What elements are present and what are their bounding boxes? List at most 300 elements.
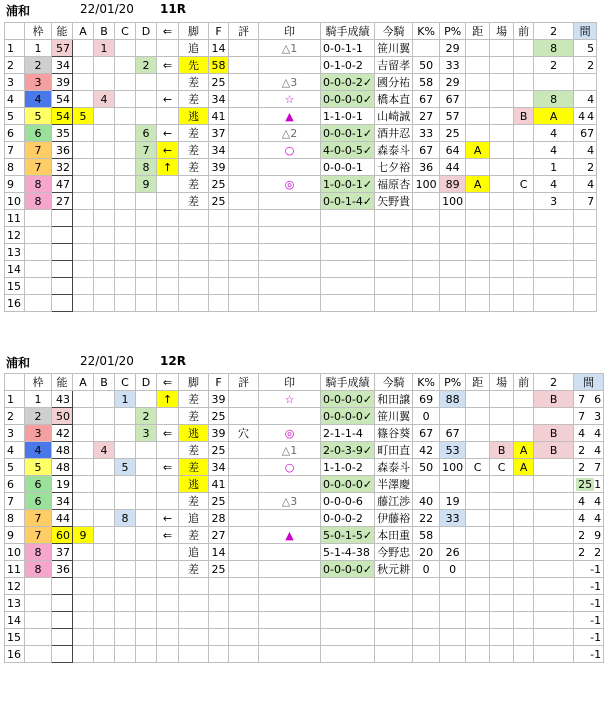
ni-cell [534, 408, 574, 425]
empty-cell [375, 210, 413, 227]
ma-cell [574, 476, 604, 493]
c-cell [115, 91, 136, 108]
kp-cell [413, 40, 440, 57]
kyaku-cell: 差 [179, 193, 209, 210]
ni-cell: B [534, 442, 574, 459]
hyo-cell [229, 91, 259, 108]
row-number: 12 [5, 227, 25, 244]
table-row [5, 527, 604, 544]
ni-cell: 4 [534, 125, 574, 142]
empty-cell [413, 595, 440, 612]
empty-cell [209, 629, 229, 646]
row-number: 4 [5, 91, 25, 108]
empty-cell [375, 612, 413, 629]
b-cell: 4 [94, 442, 115, 459]
d-cell [136, 527, 157, 544]
kyo-cell [466, 442, 490, 459]
empty-cell [413, 261, 440, 278]
kp-cell: 20 [413, 544, 440, 561]
mae-cell: A [514, 459, 534, 476]
hyo-cell [229, 142, 259, 159]
header-cell: A [73, 23, 94, 40]
empty-cell [321, 227, 375, 244]
pp-cell: 100 [440, 459, 466, 476]
header-cell: ⇐ [157, 374, 179, 391]
empty-cell [94, 210, 115, 227]
empty-cell [94, 244, 115, 261]
table-row [5, 578, 604, 595]
kyaku-cell: 先 [179, 57, 209, 74]
ma-value: 67 [580, 126, 595, 140]
kisyu-cell: 森泰斗 [375, 459, 413, 476]
empty-cell [413, 244, 440, 261]
kyaku-cell: 逃 [179, 425, 209, 442]
pp-cell: 100 [440, 193, 466, 210]
empty-cell [375, 646, 413, 663]
waku-cell: 8 [25, 544, 52, 561]
empty-cell: -1 [574, 578, 604, 595]
mark-cell: △1 [259, 40, 321, 57]
empty-cell [534, 261, 574, 278]
a-cell [73, 142, 94, 159]
kisyu-cell: 國分祐 [375, 74, 413, 91]
f-cell: 34 [209, 142, 229, 159]
ma-cell [574, 493, 604, 510]
ni-cell [534, 510, 574, 527]
kyo-cell [466, 74, 490, 91]
empty-cell [259, 612, 321, 629]
row-number: 6 [5, 476, 25, 493]
header-cell: 能 [52, 23, 73, 40]
empty-cell [321, 278, 375, 295]
table-row [5, 142, 597, 159]
mae-cell [514, 408, 534, 425]
empty-cell [179, 261, 209, 278]
d-cell: 6 [136, 125, 157, 142]
ma-pre: 4 [578, 511, 586, 525]
empty-cell [157, 210, 179, 227]
header-cell: 評 [229, 23, 259, 40]
ma-pre: 2 [578, 460, 586, 474]
seiseki-cell: 0-0-1-4✓ [321, 193, 375, 210]
ni-cell: 4 [534, 176, 574, 193]
empty-cell [440, 578, 466, 595]
header-cell: 能 [52, 374, 73, 391]
row-number: 3 [5, 425, 25, 442]
f-cell: 41 [209, 108, 229, 125]
empty-cell [73, 261, 94, 278]
empty-cell [25, 278, 52, 295]
b-cell [94, 510, 115, 527]
ba-cell [490, 40, 514, 57]
ma-value: 3 [594, 409, 602, 423]
table-row [5, 210, 597, 227]
ba-cell [490, 125, 514, 142]
nou-cell: 54 [52, 91, 73, 108]
kyaku-cell: 差 [179, 125, 209, 142]
empty-cell [73, 210, 94, 227]
kyo-cell [466, 57, 490, 74]
row-number: 11 [5, 210, 25, 227]
kyaku-cell: 差 [179, 142, 209, 159]
kp-cell: 40 [413, 493, 440, 510]
d-cell: 7 [136, 142, 157, 159]
d-cell [136, 459, 157, 476]
c-cell [115, 40, 136, 57]
ba-cell [490, 142, 514, 159]
d-cell: 2 [136, 408, 157, 425]
empty-cell [25, 595, 52, 612]
empty-cell [136, 210, 157, 227]
ni-cell: 8 [534, 40, 574, 57]
empty-cell [466, 244, 490, 261]
waku-cell: 2 [25, 57, 52, 74]
empty-cell [440, 612, 466, 629]
empty-cell [157, 578, 179, 595]
f-cell: 39 [209, 425, 229, 442]
b-cell [94, 476, 115, 493]
kisyu-cell: 笹川翼 [375, 408, 413, 425]
header-cell: B [94, 23, 115, 40]
ba-cell: B [490, 442, 514, 459]
arrow-cell [157, 408, 179, 425]
kyaku-cell: 差 [179, 442, 209, 459]
ma-value: 2 [587, 160, 595, 174]
empty-cell [94, 629, 115, 646]
empty-cell [157, 612, 179, 629]
row-number: 10 [5, 544, 25, 561]
mark-cell: ◎ [259, 176, 321, 193]
kyo-cell [466, 91, 490, 108]
nou-cell: 44 [52, 510, 73, 527]
table-row [5, 493, 604, 510]
waku-cell: 8 [25, 193, 52, 210]
empty-cell [321, 612, 375, 629]
kyaku-cell: 差 [179, 176, 209, 193]
d-cell [136, 544, 157, 561]
empty-cell [157, 244, 179, 261]
ma-pre: 2 [578, 528, 586, 542]
c-cell [115, 408, 136, 425]
empty-cell [229, 227, 259, 244]
kisyu-cell: 福原杏 [375, 176, 413, 193]
empty-cell [375, 227, 413, 244]
waku-cell: 7 [25, 510, 52, 527]
c-cell [115, 193, 136, 210]
header-cell: 2 [534, 23, 574, 40]
header-cell: 前 [514, 23, 534, 40]
kyo-cell [466, 40, 490, 57]
empty-cell [413, 210, 440, 227]
race-race: 11R [160, 2, 186, 16]
f-cell: 37 [209, 125, 229, 142]
ma-pre: 25 [578, 477, 593, 491]
empty-cell [115, 295, 136, 312]
arrow-cell [157, 442, 179, 459]
pp-cell: 44 [440, 159, 466, 176]
row-number: 14 [5, 612, 25, 629]
b-cell [94, 176, 115, 193]
b-cell [94, 74, 115, 91]
mae-cell [514, 425, 534, 442]
empty-cell [94, 261, 115, 278]
empty-cell [115, 210, 136, 227]
seiseki-cell: 0-0-0-0✓ [321, 408, 375, 425]
race-venue: 浦和 [6, 4, 31, 18]
empty-cell [574, 244, 597, 261]
ba-cell [490, 408, 514, 425]
empty-cell [179, 578, 209, 595]
empty-cell [490, 210, 514, 227]
arrow-cell: ⇐ [157, 425, 179, 442]
mark-cell: △1 [259, 442, 321, 459]
waku-cell: 3 [25, 74, 52, 91]
nou-cell: 50 [52, 408, 73, 425]
table-row [5, 595, 604, 612]
f-cell: 25 [209, 408, 229, 425]
seiseki-cell: 0-0-0-2✓ [321, 74, 375, 91]
empty-cell [321, 210, 375, 227]
d-cell [136, 40, 157, 57]
ma-value: 7 [594, 460, 602, 474]
ba-cell [490, 74, 514, 91]
b-cell [94, 527, 115, 544]
a-cell [73, 159, 94, 176]
c-cell [115, 125, 136, 142]
empty-cell [73, 646, 94, 663]
table-row [5, 510, 604, 527]
empty-cell [209, 278, 229, 295]
empty-cell [259, 278, 321, 295]
table-row [5, 244, 597, 261]
a-cell [73, 442, 94, 459]
row-number: 16 [5, 646, 25, 663]
empty-cell [229, 629, 259, 646]
empty-cell [52, 244, 73, 261]
ba-cell [490, 108, 514, 125]
empty-cell [73, 278, 94, 295]
mark-cell [259, 561, 321, 578]
c-cell [115, 493, 136, 510]
d-cell: 9 [136, 176, 157, 193]
race-header [0, 0, 608, 18]
mae-cell [514, 510, 534, 527]
header-cell: D [136, 23, 157, 40]
arrow-cell [157, 193, 179, 210]
header-cell: 場 [490, 23, 514, 40]
empty-cell [534, 210, 574, 227]
row-number: 2 [5, 57, 25, 74]
kisyu-cell: 山崎誠 [375, 108, 413, 125]
kp-cell: 58 [413, 527, 440, 544]
arrow-cell [157, 108, 179, 125]
empty-cell [94, 646, 115, 663]
row-number: 12 [5, 578, 25, 595]
empty-cell [259, 578, 321, 595]
ba-cell [490, 527, 514, 544]
empty-cell [115, 612, 136, 629]
empty-cell [94, 278, 115, 295]
kyo-cell [466, 391, 490, 408]
hyo-cell [229, 510, 259, 527]
mae-cell [514, 561, 534, 578]
mark-cell: ☆ [259, 91, 321, 108]
kisyu-cell: 篠谷葵 [375, 425, 413, 442]
c-cell [115, 476, 136, 493]
race-header [0, 352, 608, 370]
hyo-cell [229, 476, 259, 493]
nou-cell: 34 [52, 57, 73, 74]
empty-cell [259, 244, 321, 261]
row-number: 15 [5, 278, 25, 295]
kp-cell: 67 [413, 425, 440, 442]
ni-cell [534, 561, 574, 578]
empty-cell: -1 [574, 612, 604, 629]
ba-cell [490, 91, 514, 108]
empty-cell [157, 227, 179, 244]
empty-cell [490, 595, 514, 612]
row-number: 8 [5, 510, 25, 527]
empty-cell [179, 227, 209, 244]
header-cell: A [73, 374, 94, 391]
table-row [5, 74, 597, 91]
empty-cell [534, 278, 574, 295]
nou-cell: 42 [52, 425, 73, 442]
empty-cell [440, 278, 466, 295]
f-cell: 14 [209, 544, 229, 561]
race-date: 22/01/20 [80, 354, 134, 368]
header-cell: ⇐ [157, 23, 179, 40]
empty-cell [413, 278, 440, 295]
empty-cell [25, 210, 52, 227]
seiseki-cell: 2-0-3-9✓ [321, 442, 375, 459]
empty-cell [25, 244, 52, 261]
header-cell: P% [440, 374, 466, 391]
pp-cell: 0 [440, 561, 466, 578]
nou-cell: 27 [52, 193, 73, 210]
kisyu-cell: 七夕裕 [375, 159, 413, 176]
seiseki-cell: 5-1-4-38 [321, 544, 375, 561]
mae-cell [514, 91, 534, 108]
hyo-cell [229, 442, 259, 459]
f-cell: 25 [209, 493, 229, 510]
header-cell: 前 [514, 374, 534, 391]
kyo-cell [466, 193, 490, 210]
nou-cell: 34 [52, 493, 73, 510]
kisyu-cell: 藤江渉 [375, 493, 413, 510]
table-row [5, 57, 597, 74]
hyo-cell [229, 176, 259, 193]
empty-cell [440, 210, 466, 227]
arrow-cell [157, 493, 179, 510]
row-number: 10 [5, 193, 25, 210]
empty-cell [375, 278, 413, 295]
empty-cell [136, 261, 157, 278]
d-cell: 2 [136, 57, 157, 74]
d-cell [136, 493, 157, 510]
ma-value: 4 [594, 511, 602, 525]
empty-cell [321, 261, 375, 278]
kp-cell: 100 [413, 176, 440, 193]
mark-cell [259, 57, 321, 74]
empty-cell [466, 295, 490, 312]
kp-cell: 0 [413, 561, 440, 578]
table-row [5, 193, 597, 210]
kp-cell: 0 [413, 408, 440, 425]
row-number: 15 [5, 629, 25, 646]
table-row [5, 91, 597, 108]
ma-cell [574, 459, 604, 476]
table-row [5, 476, 604, 493]
pp-cell: 33 [440, 510, 466, 527]
a-cell [73, 176, 94, 193]
waku-cell: 6 [25, 125, 52, 142]
empty-cell [115, 278, 136, 295]
empty-cell [136, 629, 157, 646]
table-row [5, 391, 604, 408]
kyo-cell [466, 108, 490, 125]
ma-value: 4 [587, 109, 595, 123]
empty-cell [229, 278, 259, 295]
empty-cell [229, 612, 259, 629]
mark-cell [259, 408, 321, 425]
seiseki-cell: 1-0-0-1✓ [321, 176, 375, 193]
empty-cell [514, 244, 534, 261]
table-row [5, 278, 597, 295]
mark-cell [259, 544, 321, 561]
kisyu-cell: 和田譲 [375, 391, 413, 408]
empty-cell [259, 261, 321, 278]
mae-cell [514, 74, 534, 91]
header-cell: P% [440, 23, 466, 40]
a-cell [73, 476, 94, 493]
table-row [5, 612, 604, 629]
kyaku-cell: 追 [179, 544, 209, 561]
empty-cell [534, 612, 574, 629]
d-cell [136, 510, 157, 527]
kyaku-cell: 差 [179, 91, 209, 108]
empty-cell [466, 612, 490, 629]
kp-cell [413, 476, 440, 493]
b-cell [94, 544, 115, 561]
seiseki-cell: 0-0-0-0✓ [321, 561, 375, 578]
empty-cell [52, 595, 73, 612]
seiseki-cell: 0-0-0-1✓ [321, 125, 375, 142]
ma-pre: 4 [578, 426, 586, 440]
ma-cell [574, 391, 604, 408]
mark-cell: ☆ [259, 391, 321, 408]
ma-cell [574, 561, 604, 578]
kisyu-cell: 森泰斗 [375, 142, 413, 159]
empty-cell [534, 629, 574, 646]
ma-pre: 7 [578, 392, 586, 406]
kp-cell: 22 [413, 510, 440, 527]
empty-cell [514, 210, 534, 227]
seiseki-cell: 0-0-0-2 [321, 510, 375, 527]
kp-cell [413, 193, 440, 210]
empty-cell [229, 595, 259, 612]
header-cell: 間 [574, 374, 604, 391]
ba-cell [490, 510, 514, 527]
c-cell [115, 425, 136, 442]
c-cell [115, 142, 136, 159]
header-cell: C [115, 374, 136, 391]
table-header-row [5, 23, 597, 40]
hyo-cell [229, 561, 259, 578]
row-number: 9 [5, 176, 25, 193]
f-cell: 39 [209, 159, 229, 176]
hyo-cell [229, 193, 259, 210]
